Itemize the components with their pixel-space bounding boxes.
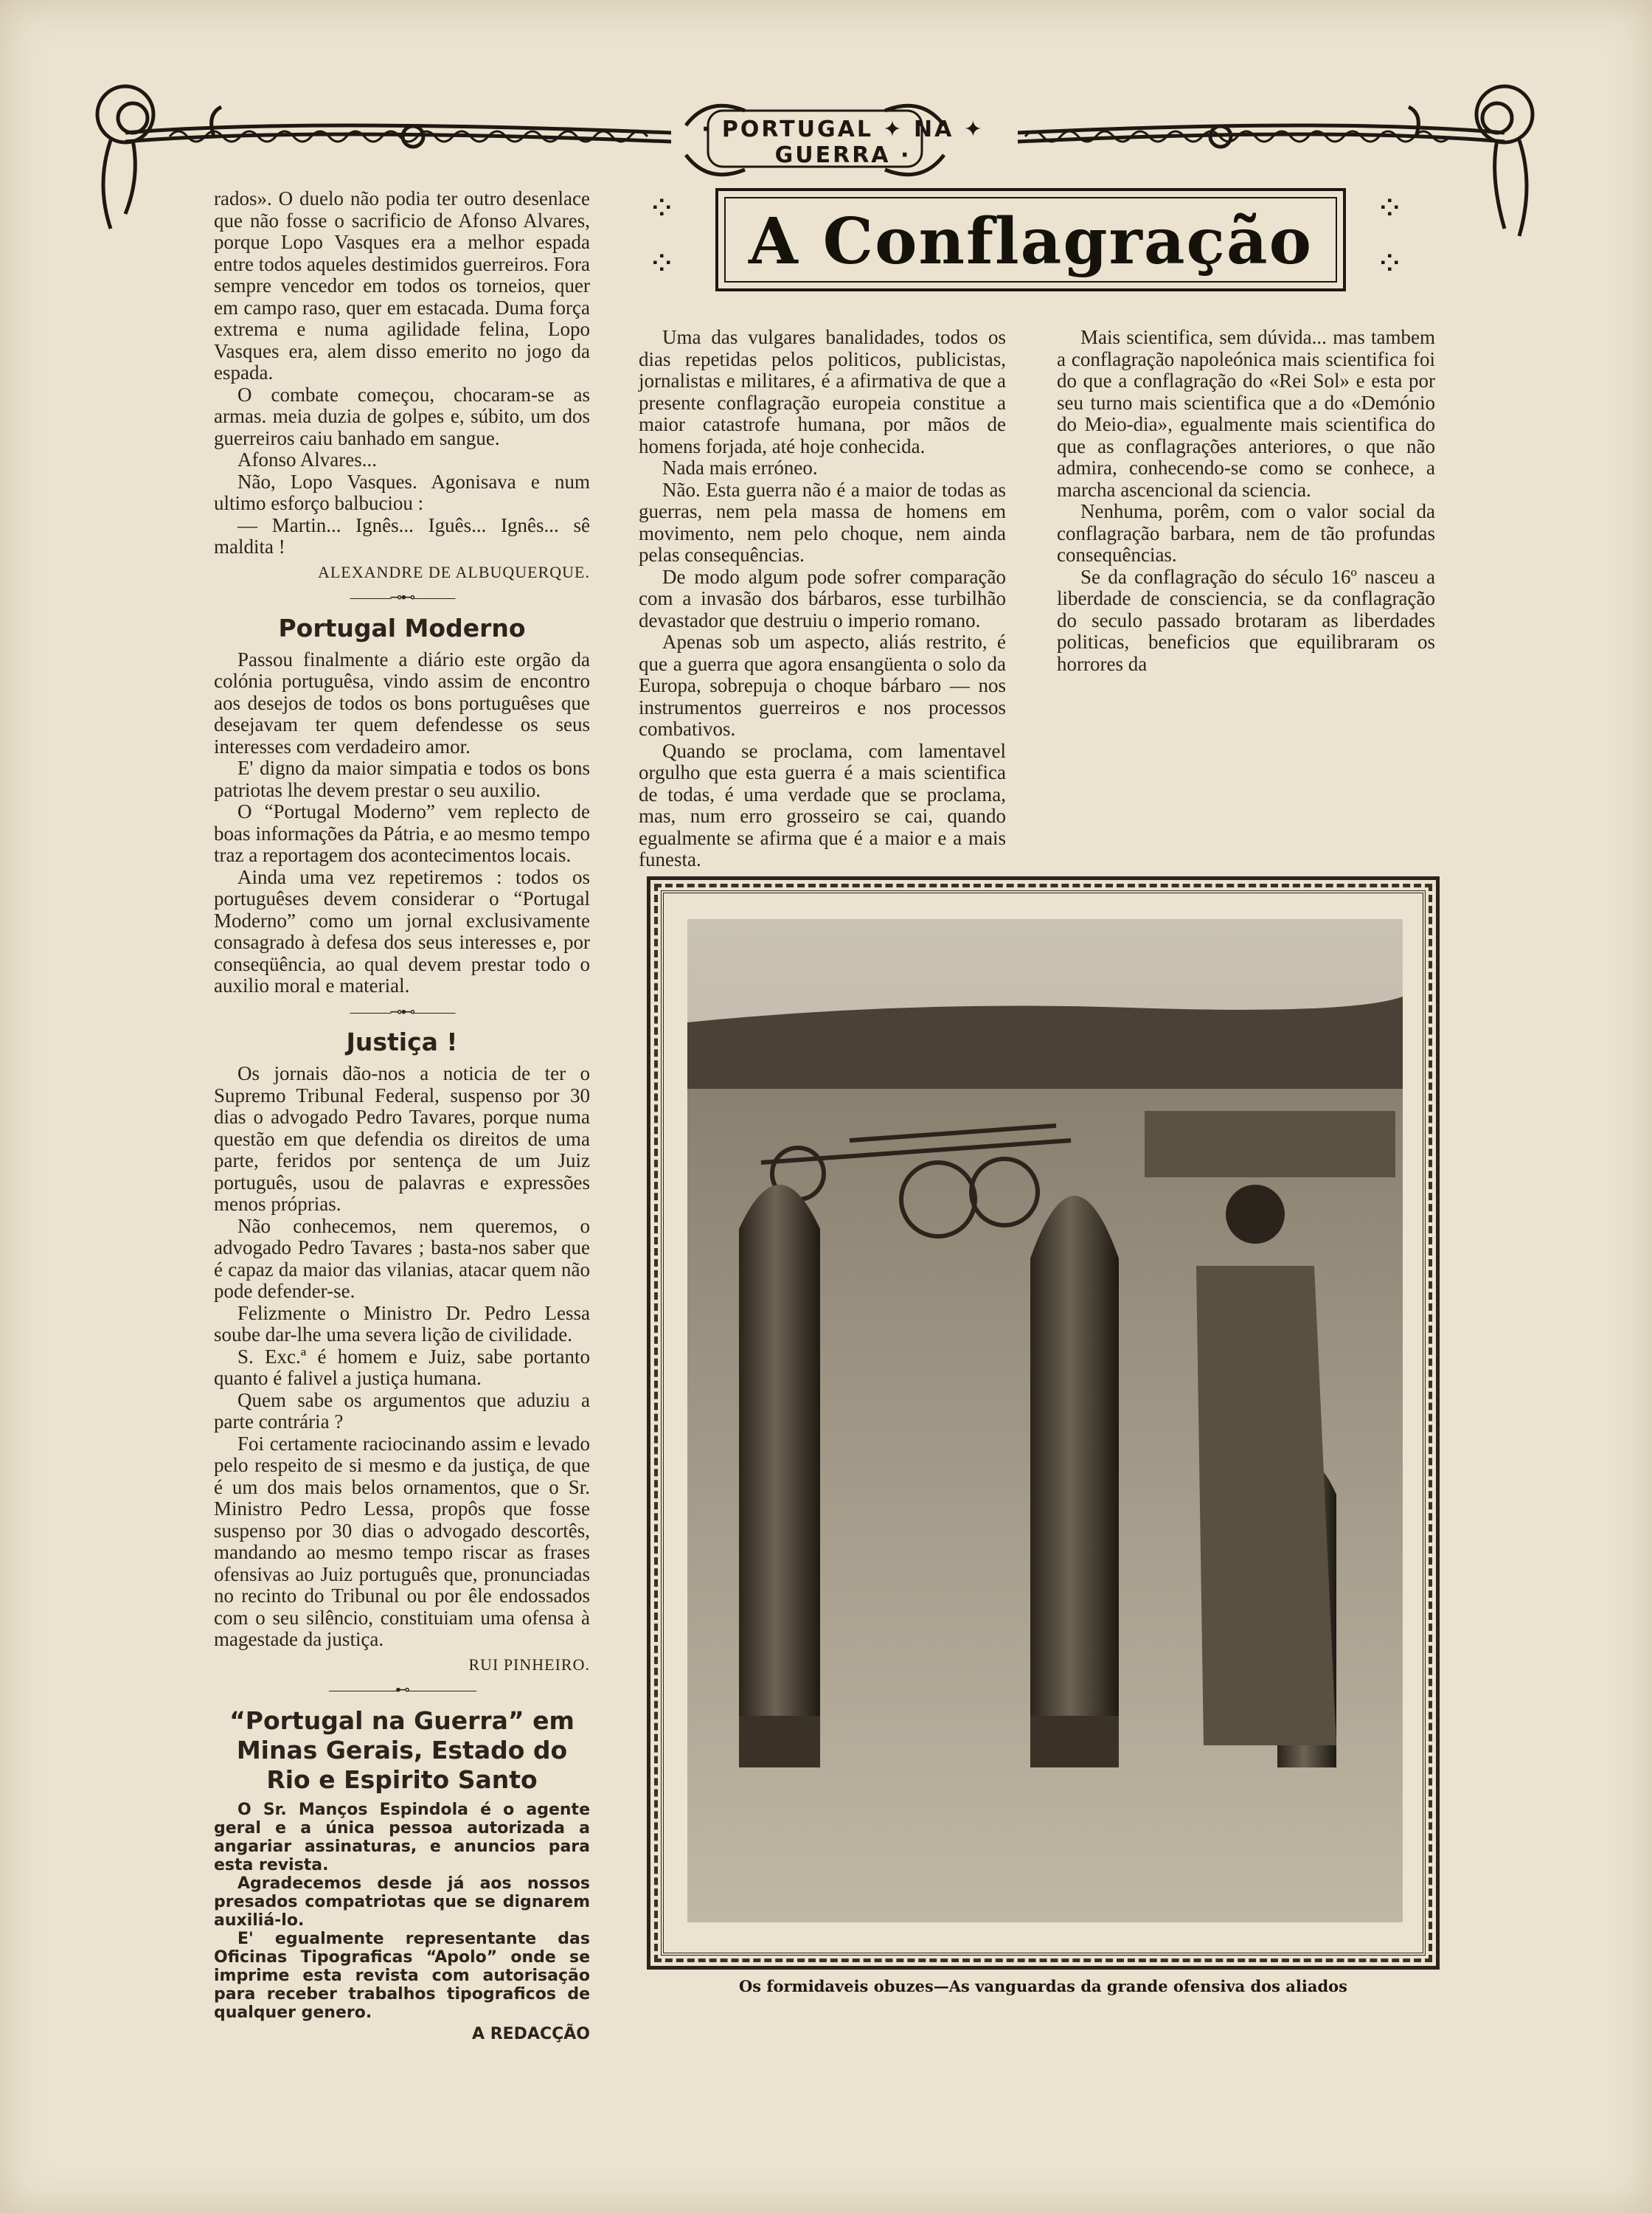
author-signature: ALEXANDRE DE ALBUQUERQUE. [317, 562, 590, 581]
artillery-shells-photo [687, 919, 1403, 1922]
ornament-quatrefoil: ⁘ [1375, 188, 1404, 228]
paragraph: Mais scientifica, sem dúvida... mas tambem a conflagração napoleónica mais scientifica foi do que a conflagração do «Rei Sol» e esta por seu turno mais scientifica que a do «Demónio do Meio-dia», egualmente mais scientifica do que as conflagrações anteriores, o que não admira, conhecendo-se como se conhece, a marcha ascencional da sciencia. [1057, 326, 1435, 501]
paragraph: Quem sabe os argumentos que aduziu a parte contrária ? [214, 1388, 590, 1433]
paragraph: Afonso Alvares... [237, 449, 377, 471]
paragraph: E' digno da maior simpatia e todos os bons patriotas lhe devem prestar o seu auxilio. [214, 757, 590, 801]
divider-ornament: ———⊸⊷——— [350, 1003, 454, 1020]
main-title-box [715, 188, 1346, 291]
divider-ornament: ———⊸⊷——— [350, 589, 454, 606]
right-column [1057, 327, 1435, 675]
divider-ornament: —————⊷————— [329, 1682, 475, 1698]
author-signature: RUI PINHEIRO. [468, 1655, 590, 1674]
paragraph: Se da conflagração do século 16º nasceu a liberdade de consciencia, se da conflagração do seculo passado brotaram as liberdades politicas, beneficios que equilibraram os horrores da [1057, 565, 1435, 675]
paragraph: S. Exc.ª é homem e Juiz, sabe portanto quanto é falivel a justiça humana. [214, 1345, 590, 1389]
notice-signature: A REDACÇÃO [472, 2024, 590, 2043]
paragraph: Felizmente o Ministro Dr. Pedro Lessa soube dar-lhe uma severa lição de civilidade. [214, 1301, 590, 1346]
paragraph: Os jornais dão-nos a noticia de ter o Supremo Tribunal Federal, suspenso por 30 dias o advogado Pedro Tavares, porque numa questão em que defendia os direitos de uma parte, feridos por sentença de um Juiz português, usou de palavras e expressões menos próprias. [214, 1062, 590, 1215]
paragraph: O “Portugal Moderno” vem replecto de boas informações da Pátria, e ao mesmo tempo traz a reportagem dos acontecimentos locais. [214, 800, 590, 866]
middle-column [639, 327, 1006, 871]
paragraph: E' egualmente representante das Oficinas Tipograficas “Apolo” onde se imprime esta revista com autorisação para receber trabalhos tipograficos de qualquer genero. [214, 1929, 590, 2022]
paragraph: Nenhuma, porêm, com o valor social da conflagração barbara, nem de tão profundas consequências. [1057, 500, 1435, 566]
paragraph: De modo algum pode sofrer comparação com a invasão dos bárbaros, esse turbilhão devastador que destruiu o imperio romano. [639, 565, 1006, 631]
paragraph: O Sr. Manços Espindola é o agente geral e a única pessoa autorizada a angariar assinaturas, e anuncios para esta revista. [214, 1800, 590, 1874]
paragraph: — Martin... Ignês... Iguês... Ignês... sê maldita ! [214, 513, 590, 558]
section-heading: Portugal Moderno [278, 613, 526, 643]
paragraph: Foi certamente raciocinando assim e levado pelo respeito de si mesmo e da justiça, de que é um dos mais belos ornamentos, que o Sr. Ministro Pedro Lessa, propôs que fosse suspenso por 30 dias o advogado descortês, mandando ao mesmo tempo riscar as frases ofensivas ao Juiz português que, pronunciadas no recinto do Tribunal ou por êle endossados com o seu silêncio, constituiam uma ofensa à magestade da justiça. [214, 1432, 590, 1650]
paragraph: Não conhecemos, nem queremos, o advogado Pedro Tavares ; basta-nos saber que é capaz da maior das vilanias, atacar quem não pode defender-se. [214, 1214, 590, 1302]
paragraph: Nada mais erróneo. [662, 457, 818, 479]
section-heading: “Portugal na Guerra” em Minas Gerais, Estado do Rio e Espirito Santo [229, 1705, 575, 1794]
ornament-quatrefoil: ⁘ [648, 243, 676, 283]
paragraph: O combate começou, chocaram-se as armas. meia duzia de golpes e, súbito, um dos guerreiros caiu banhado em sangue. [214, 383, 590, 449]
paragraph: Agradecemos desde já aos nossos presados compatriotas que se dignarem auxiliá-lo. [214, 1874, 590, 1930]
ornament-quatrefoil: ⁘ [648, 188, 676, 228]
photo-caption: Os formidaveis obuzes—As vanguardas da grande ofensiva dos aliados [739, 1977, 1347, 1995]
paragraph: Ainda uma vez repetiremos : todos os portuguêses devem considerar o “Portugal Moderno” como um jornal exclusivamente consagrado à defesa dos seus interesses e, por conseqüência, ao qual devem prestar todo o auxilio moral e material. [214, 865, 590, 997]
paragraph: Apenas sob um aspecto, aliás restrito, é que a guerra que agora ensangüenta o solo da Europa, sobrepuja o choque bárbaro — nos instrumentos guerreiros e nos processos combativos. [639, 631, 1006, 740]
paragraph: Quando se proclama, com lamentavel orgulho que esta guerra é a mais scientifica de todas, é uma verdade que se proclama, mas, num erro grosseiro se cai, quando egualmente se afirma que é a maior e a mais funesta. [639, 739, 1006, 870]
main-title: A Conflagração [748, 204, 1313, 279]
paragraph: Passou finalmente a diário este orgão da colónia portuguêsa, vindo assim de encontro aos desejos de todos os bons portuguêses que desejavam ter quem defendesse os seus interesses com verdadeiro amor. [214, 648, 590, 758]
notice-block [214, 1801, 590, 2022]
left-column [214, 188, 590, 2045]
ornament-quatrefoil: ⁘ [1375, 243, 1404, 283]
paragraph: Não. Esta guerra não é a maior de todas as guerras, nem pela massa de homens em movimento, nem pelo choque, nem ainda pelas consequências. [639, 478, 1006, 566]
paragraph: Uma das vulgares banalidades, todos os dias repetidas pelos politicos, publicistas, jornalistas e militares, é a afirmativa de que a presente conflagração europeia constitue a maior catastrofe humana, por mãos de homens forjada, até hoje conhecida. [639, 326, 1006, 457]
paragraph: Não, Lopo Vasques. Agonisava e num ultimo esforço balbuciou : [214, 470, 590, 514]
paragraph: rados». O duelo não podia ter outro desenlace que não fosse o sacrificio de Afonso Alvares, porque Lopo Vasques era a melhor espada entre todos aqueles destimidos guerreiros. Fora sempre vencedor em todos os torneios, quer em campo raso, quer em estacada. Duma força extrema e numa agilidade felina, Lopo Vasques era, alem disso emerito no jogo da espada. [214, 187, 590, 384]
masthead-title: · PORTUGAL ✦ NA ✦ GUERRA · [701, 117, 985, 168]
section-heading: Justiça ! [346, 1028, 458, 1056]
